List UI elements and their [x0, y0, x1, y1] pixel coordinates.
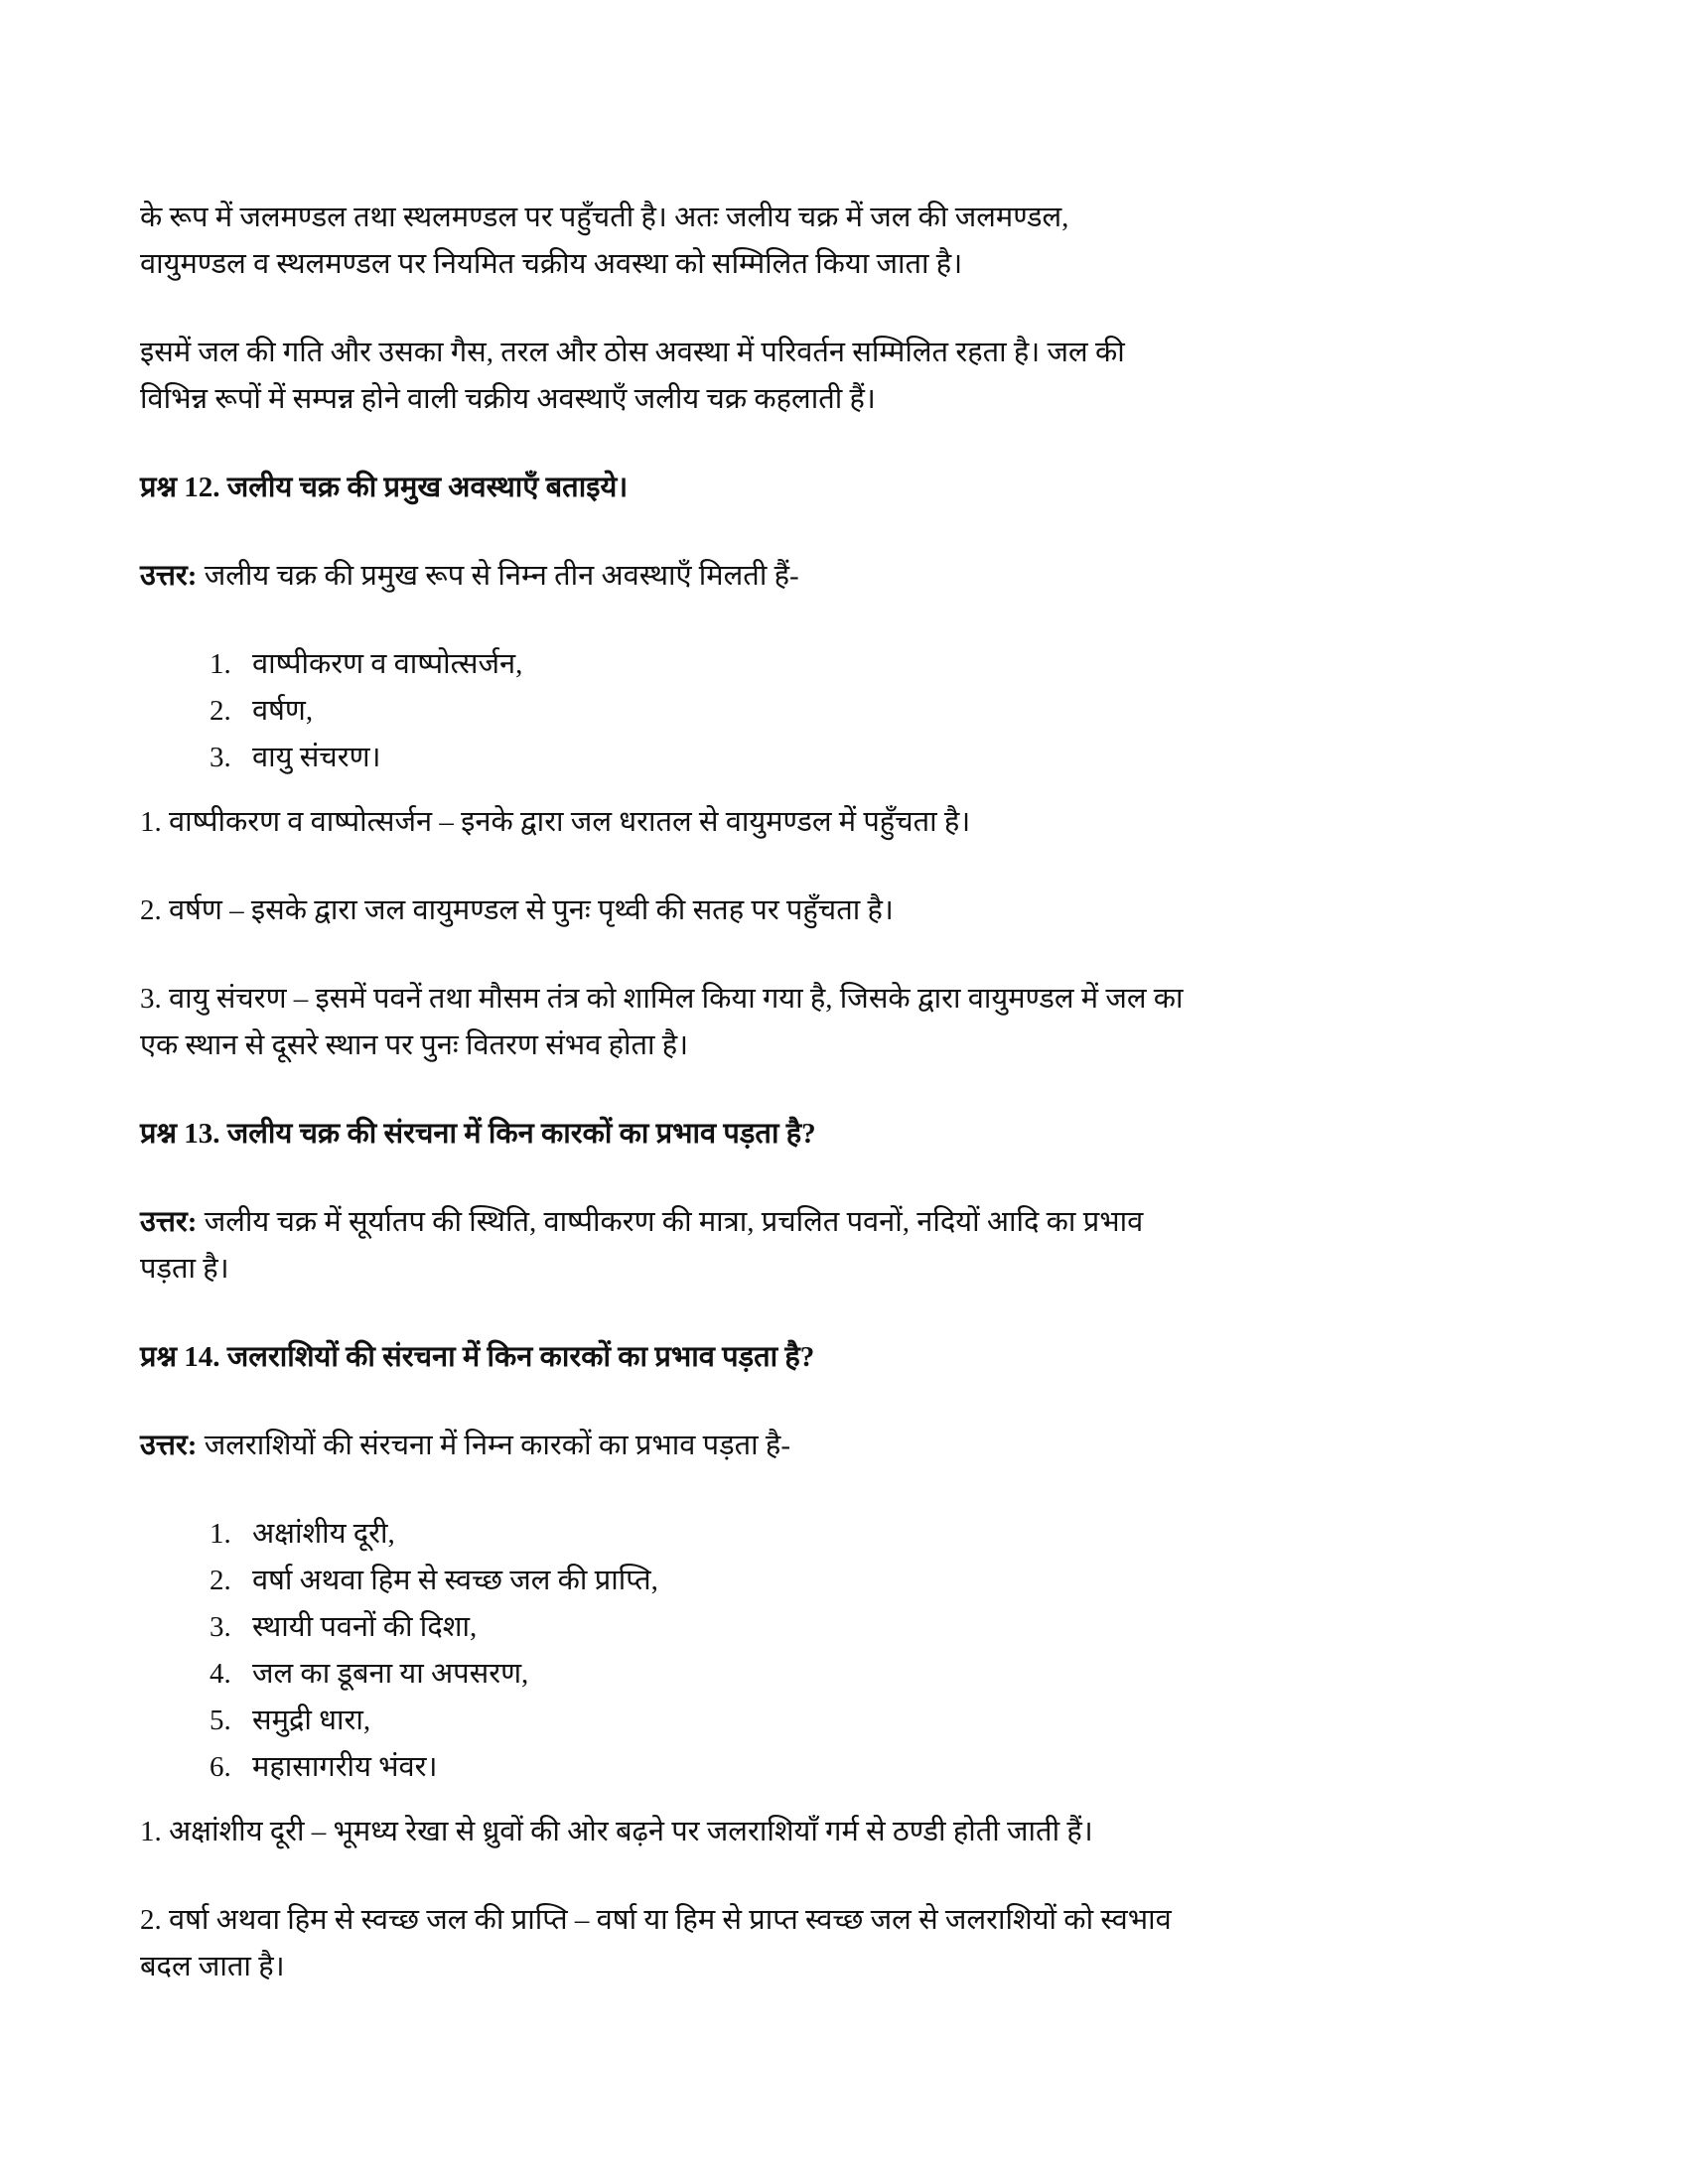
text-line: बदल जाता है।	[140, 1951, 285, 1982]
answer-text: जलीय चक्र की प्रमुख रूप से निम्न तीन अवस्थाएँ मिलती हैं-	[197, 560, 799, 592]
text-line	[140, 1423, 1549, 1469]
question-heading	[140, 1111, 1549, 1158]
answer-paragraph	[140, 553, 1549, 600]
answer-paragraph	[140, 1423, 1549, 1469]
answer-text: जलीय चक्र में सूर्यातप की स्थिति, वाष्पीकरण की मात्रा, प्रचलित पवनों, नदियों आदि का प्रभाव	[197, 1206, 1144, 1238]
text-line: 1. अक्षांशीय दूरी – भूमध्य रेखा से ध्रुवों की ओर बढ़ने पर जलराशियाँ गर्म से ठण्डी होती जाती हैं।	[140, 1816, 1093, 1847]
list-item: 1. अक्षांशीय दूरी,	[238, 1511, 1549, 1558]
text-line: के रूप में जलमण्डल तथा स्थलमण्डल पर पहुँचती है। अतः जलीय चक्र में जल की जलमण्डल,	[140, 202, 1069, 233]
text-line: इसमें जल की गति और उसका गैस, तरल और ठोस अवस्था में परिवर्तन सम्मिलित रहता है। जल की	[140, 337, 1125, 368]
text-line	[140, 553, 1549, 600]
paragraph	[140, 1897, 1549, 1990]
text-line: 1. वाष्पीकरण व वाष्पोत्सर्जन – इनके द्वारा जल धरातल से वायुमण्डल में पहुँचता है।	[140, 806, 971, 838]
paragraph	[140, 887, 1549, 934]
ordered-list	[140, 1511, 1549, 1791]
paragraph	[140, 195, 1549, 288]
text-line: वायुमण्डल व स्थलमण्डल पर नियमित चक्रीय अवस्था को सम्मिलित किया जाता है।	[140, 248, 963, 280]
text-line: 2. वर्षण – इसके द्वारा जल वायुमण्डल से पुनः पृथ्वी की सतह पर पहुँचता है।	[140, 894, 894, 926]
answer-label: उत्तर:	[140, 1206, 198, 1238]
text-line	[140, 1199, 1549, 1246]
paragraph	[140, 799, 1549, 846]
answer-paragraph	[140, 1199, 1549, 1293]
answer-label: उत्तर:	[140, 1430, 198, 1461]
text-line: एक स्थान से दूसरे स्थान पर पुनः वितरण संभव होता है।	[140, 1029, 689, 1061]
question-heading	[140, 1334, 1549, 1381]
text-line: 3. वायु संचरण – इसमें पवनें तथा मौसम तंत्र को शामिल किया गया है, जिसके द्वारा वायुमण्डल में जल का	[140, 983, 1184, 1015]
ordered-list	[140, 641, 1549, 781]
list-item: 6. महासागरीय भंवर।	[238, 1744, 1549, 1791]
list-item: 1. वाष्पीकरण व वाष्पोत्सर्जन,	[238, 641, 1549, 688]
text-line: प्रश्न 13. जलीय चक्र की संरचना में किन कारकों का प्रभाव पड़ता है?	[140, 1118, 816, 1150]
list-item: 2. वर्षा अथवा हिम से स्वच्छ जल की प्राप्ति,	[238, 1558, 1549, 1604]
answer-text: जलराशियों की संरचना में निम्न कारकों का प्रभाव पड़ता है-	[197, 1430, 790, 1461]
answer-label: उत्तर:	[140, 560, 198, 592]
text-line: प्रश्न 12. जलीय चक्र की प्रमुख अवस्थाएँ बताइये।	[140, 472, 629, 503]
text-line: पड़ता है।	[140, 1253, 229, 1285]
text-line: प्रश्न 14. जलराशियों की संरचना में किन कारकों का प्रभाव पड़ता है?	[140, 1341, 815, 1373]
text-line: 2. वर्षा अथवा हिम से स्वच्छ जल की प्राप्ति – वर्षा या हिम से प्राप्त स्वच्छ जल से जलराशियों को स्वभाव	[140, 1904, 1172, 1936]
list-item: 2. वर्षण,	[238, 688, 1549, 735]
list-item: 4. जल का डूबना या अपसरण,	[238, 1651, 1549, 1698]
list-item: 3. स्थायी पवनों की दिशा,	[238, 1604, 1549, 1651]
list-item: 5. समुद्री धारा,	[238, 1698, 1549, 1744]
paragraph	[140, 330, 1549, 423]
text-line: विभिन्न रूपों में सम्पन्न होने वाली चक्रीय अवस्थाएँ जलीय चक्र कहलाती हैं।	[140, 383, 876, 415]
paragraph	[140, 1809, 1549, 1855]
list-item: 3. वायु संचरण।	[238, 735, 1549, 781]
paragraph	[140, 976, 1549, 1069]
question-heading	[140, 465, 1549, 511]
